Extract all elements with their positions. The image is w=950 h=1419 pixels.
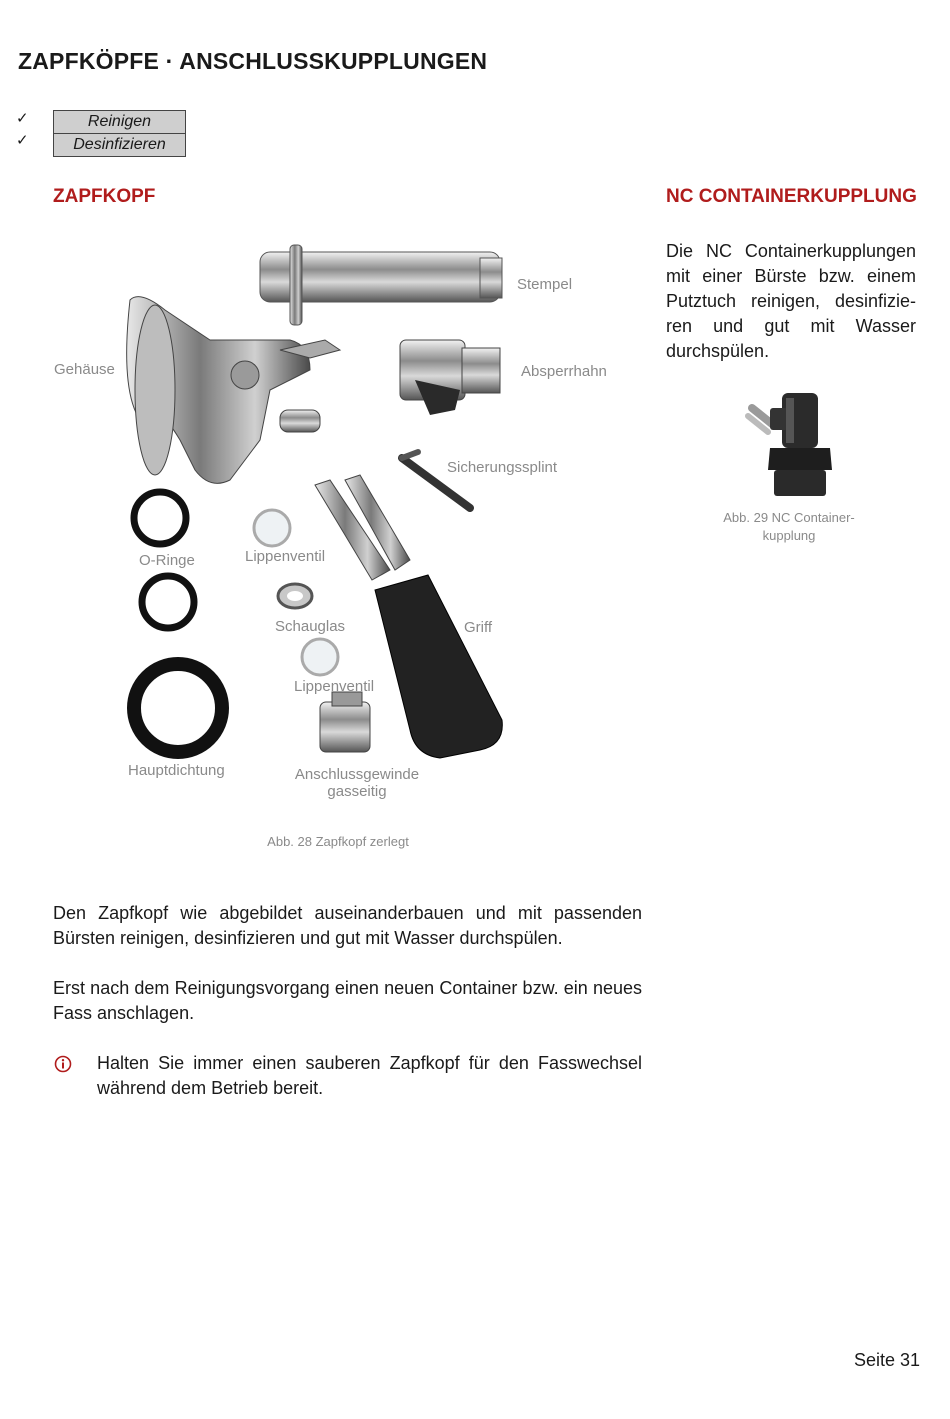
figure-caption-29 (700, 509, 878, 545)
label-anschlussgewinde-line1: Anschlussgewinde (294, 766, 420, 783)
label-anschlussgewinde-line2: gasseitig (327, 783, 387, 800)
label-lippenventil-2: Lippenventil (294, 678, 375, 695)
info-note-text: Halten Sie immer einen sauberen Zapfkopf für den Fasswechsel während dem Betrieb bereit. (97, 1053, 642, 1098)
page-title: ZAPFKÖPFE · ANSCHLUSSKUPPLUNGEN (18, 48, 488, 74)
checklist-item-desinfizieren: Desinfizieren (54, 133, 185, 156)
label-hauptdichtung: Hauptdichtung (128, 762, 225, 779)
nc-heading: NC CONTAINERKUPPLUNG (666, 186, 917, 207)
hauptdichtung-part (134, 664, 222, 752)
page-number: Seite 31 (853, 1350, 920, 1370)
schauglas-part (278, 584, 312, 608)
label-absperrhahn: Absperrhahn (521, 363, 607, 380)
label-lippenventil-1: Lippenventil (245, 548, 326, 565)
label-schauglas: Schauglas (275, 618, 346, 635)
nc-coupling-illustration (740, 388, 840, 500)
zapfkopf-paragraph-2: Erst nach dem Reinigungsvorgang einen neuen Container bzw. ein neues Fass anschlagen. (53, 978, 642, 1023)
lippenventil-2-part (302, 639, 338, 675)
zapfkopf-exploded-illustration (110, 240, 530, 780)
checklist-item-reinigen: Reinigen (54, 111, 185, 133)
checklist-marks (16, 108, 29, 152)
figure-caption-28: Abb. 28 Zapfkopf zerlegt (267, 834, 409, 849)
label-griff: Griff (464, 619, 493, 636)
absperrhahn-part (400, 340, 500, 415)
lippenventil-1-part (254, 510, 290, 546)
stempel-part (260, 245, 502, 325)
figure-caption-29-line2: kupplung (762, 528, 816, 543)
o-ring-1 (134, 492, 186, 544)
o-ring-2 (142, 576, 194, 628)
gehaeuse-part (127, 297, 340, 484)
label-sicherungssplint: Sicherungssplint (447, 459, 558, 476)
label-gehaeuse: Gehäuse (54, 361, 115, 378)
label-o-ringe: O-Ringe (139, 552, 195, 569)
label-anschlussgewinde (294, 766, 420, 800)
label-stempel: Stempel (517, 276, 573, 293)
check-icon: ✓ (16, 132, 29, 149)
info-circle-icon (54, 1055, 72, 1073)
nc-paragraph: Die NC Containerkupplungen mit einer Bürste bzw. einem Putztuch reinigen, desinfizieren und gut mit Wasser durchspülen. (666, 241, 916, 361)
anschlussgewinde-part (320, 692, 370, 752)
checklist-box (53, 110, 186, 157)
zapfkopf-paragraph-1: Den Zapfkopf wie abgebildet auseinanderbauen und mit passenden Bürsten reinigen, desinfizieren und gut mit Wasser durchspülen. (53, 903, 642, 948)
figure-caption-29-line1: Abb. 29 NC Container- (723, 510, 855, 525)
zapfkopf-heading: ZAPFKOPF (53, 186, 156, 207)
check-icon: ✓ (16, 110, 29, 127)
